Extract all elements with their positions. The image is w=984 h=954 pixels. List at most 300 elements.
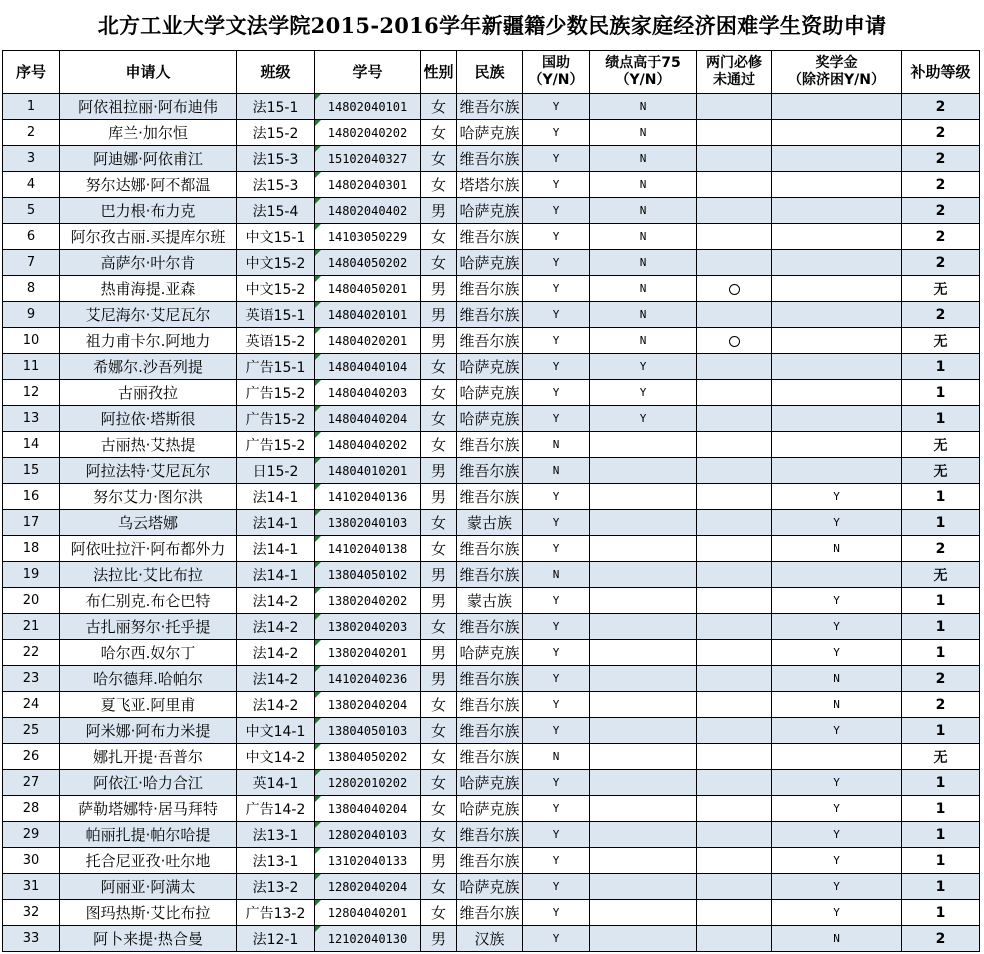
cell-scholarship[interactable]: Y [772,874,902,900]
cell-class[interactable]: 广告13-2 [237,900,315,926]
cell-student-id[interactable]: 14802040202 [315,120,421,146]
cell-ethnic[interactable]: 哈萨克族 [457,796,523,822]
cell-name[interactable]: 阿卜来提·热合曼 [60,926,237,952]
cell-no[interactable]: 11 [3,354,60,380]
cell-national-aid[interactable]: Y [523,146,590,172]
cell-failed-required[interactable] [697,874,772,900]
cell-student-id[interactable]: 12802040204 [315,874,421,900]
cell-class[interactable]: 法14-1 [237,536,315,562]
cell-no[interactable]: 20 [3,588,60,614]
cell-national-aid[interactable]: Y [523,718,590,744]
cell-gpa-above-75[interactable] [590,900,697,926]
cell-national-aid[interactable]: Y [523,302,590,328]
cell-class[interactable]: 中文15-2 [237,250,315,276]
cell-name[interactable]: 巴力根·布力克 [60,198,237,224]
cell-failed-required[interactable] [697,302,772,328]
cell-name[interactable]: 萨勒塔娜特·居马拜特 [60,796,237,822]
cell-class[interactable]: 中文15-2 [237,276,315,302]
cell-no[interactable]: 17 [3,510,60,536]
cell-aid-level[interactable]: 无 [902,744,980,770]
cell-class[interactable]: 法14-2 [237,640,315,666]
cell-scholarship[interactable] [772,120,902,146]
cell-gpa-above-75[interactable] [590,484,697,510]
cell-aid-level[interactable]: 无 [902,458,980,484]
cell-aid-level[interactable]: 1 [902,796,980,822]
cell-student-id[interactable]: 13804050202 [315,744,421,770]
cell-sex[interactable]: 女 [421,406,457,432]
cell-gpa-above-75[interactable]: N [590,120,697,146]
cell-aid-level[interactable]: 2 [902,692,980,718]
cell-no[interactable]: 4 [3,172,60,198]
cell-no[interactable]: 33 [3,926,60,952]
cell-national-aid[interactable]: Y [523,874,590,900]
cell-ethnic[interactable]: 维吾尔族 [457,328,523,354]
cell-gpa-above-75[interactable]: Y [590,354,697,380]
cell-scholarship[interactable]: Y [772,718,902,744]
cell-student-id[interactable]: 12802010202 [315,770,421,796]
cell-name[interactable]: 阿丽亚·阿满太 [60,874,237,900]
cell-scholarship[interactable]: Y [772,848,902,874]
cell-sex[interactable]: 男 [421,276,457,302]
cell-national-aid[interactable]: Y [523,328,590,354]
cell-name[interactable]: 夏飞亚.阿里甫 [60,692,237,718]
cell-aid-level[interactable]: 2 [902,198,980,224]
cell-class[interactable]: 法14-2 [237,692,315,718]
cell-sex[interactable]: 女 [421,770,457,796]
cell-name[interactable]: 古丽孜拉 [60,380,237,406]
cell-ethnic[interactable]: 维吾尔族 [457,614,523,640]
header-gpa[interactable] [590,51,697,94]
cell-aid-level[interactable]: 1 [902,380,980,406]
cell-class[interactable]: 广告15-2 [237,432,315,458]
cell-scholarship[interactable]: N [772,692,902,718]
cell-gpa-above-75[interactable] [590,874,697,900]
cell-gpa-above-75[interactable] [590,770,697,796]
cell-student-id[interactable]: 14804040104 [315,354,421,380]
cell-student-id[interactable]: 13804050103 [315,718,421,744]
cell-class[interactable]: 英语15-2 [237,328,315,354]
cell-student-id[interactable]: 14102040138 [315,536,421,562]
cell-failed-required[interactable] [697,770,772,796]
cell-scholarship[interactable] [772,146,902,172]
cell-sex[interactable]: 女 [421,354,457,380]
cell-class[interactable]: 广告15-2 [237,380,315,406]
cell-student-id[interactable]: 14802040101 [315,94,421,120]
cell-gpa-above-75[interactable] [590,796,697,822]
cell-gpa-above-75[interactable] [590,562,697,588]
cell-sex[interactable]: 女 [421,510,457,536]
cell-scholarship[interactable]: N [772,536,902,562]
cell-student-id[interactable]: 14804040202 [315,432,421,458]
cell-class[interactable]: 中文14-2 [237,744,315,770]
cell-student-id[interactable]: 13802040202 [315,588,421,614]
cell-failed-required[interactable] [697,562,772,588]
cell-ethnic[interactable]: 维吾尔族 [457,900,523,926]
cell-no[interactable]: 14 [3,432,60,458]
cell-scholarship[interactable]: Y [772,588,902,614]
cell-student-id[interactable]: 15102040327 [315,146,421,172]
cell-ethnic[interactable]: 维吾尔族 [457,822,523,848]
cell-failed-required[interactable] [697,484,772,510]
cell-class[interactable]: 法13-1 [237,848,315,874]
cell-failed-required[interactable] [697,822,772,848]
cell-no[interactable]: 18 [3,536,60,562]
cell-aid-level[interactable]: 1 [902,822,980,848]
cell-failed-required[interactable] [697,900,772,926]
cell-aid-level[interactable]: 2 [902,250,980,276]
cell-sex[interactable]: 男 [421,302,457,328]
cell-national-aid[interactable]: Y [523,926,590,952]
cell-aid-level[interactable]: 2 [902,146,980,172]
cell-scholarship[interactable] [772,562,902,588]
cell-aid-level[interactable]: 2 [902,120,980,146]
cell-no[interactable]: 30 [3,848,60,874]
cell-ethnic[interactable]: 哈萨克族 [457,120,523,146]
cell-ethnic[interactable]: 哈萨克族 [457,380,523,406]
cell-ethnic[interactable]: 塔塔尔族 [457,172,523,198]
cell-scholarship[interactable]: Y [772,822,902,848]
cell-gpa-above-75[interactable]: N [590,276,697,302]
cell-no[interactable]: 22 [3,640,60,666]
cell-student-id[interactable]: 14103050229 [315,224,421,250]
cell-gpa-above-75[interactable] [590,640,697,666]
cell-sex[interactable]: 男 [421,588,457,614]
cell-national-aid[interactable]: Y [523,770,590,796]
header-scholar[interactable] [772,51,902,94]
cell-national-aid[interactable]: Y [523,276,590,302]
cell-national-aid[interactable]: Y [523,380,590,406]
cell-no[interactable]: 31 [3,874,60,900]
cell-national-aid[interactable]: Y [523,692,590,718]
cell-class[interactable]: 广告15-1 [237,354,315,380]
cell-class[interactable]: 日15-2 [237,458,315,484]
cell-no[interactable]: 3 [3,146,60,172]
cell-student-id[interactable]: 13102040133 [315,848,421,874]
cell-aid-level[interactable]: 1 [902,640,980,666]
cell-no[interactable]: 15 [3,458,60,484]
cell-failed-required[interactable] [697,640,772,666]
cell-no[interactable]: 13 [3,406,60,432]
cell-name[interactable]: 阿拉依·塔斯很 [60,406,237,432]
cell-scholarship[interactable]: Y [772,484,902,510]
cell-name[interactable]: 帕丽扎提·帕尔哈提 [60,822,237,848]
cell-class[interactable]: 法13-1 [237,822,315,848]
cell-class[interactable]: 法14-1 [237,562,315,588]
cell-national-aid[interactable]: Y [523,848,590,874]
cell-class[interactable]: 法15-3 [237,172,315,198]
cell-ethnic[interactable]: 维吾尔族 [457,94,523,120]
cell-failed-required[interactable] [697,848,772,874]
cell-student-id[interactable]: 13802040103 [315,510,421,536]
cell-failed-required[interactable] [697,744,772,770]
cell-aid-level[interactable]: 2 [902,666,980,692]
cell-ethnic[interactable]: 维吾尔族 [457,432,523,458]
cell-national-aid[interactable]: Y [523,94,590,120]
cell-name[interactable]: 图玛热斯·艾比布拉 [60,900,237,926]
cell-scholarship[interactable] [772,302,902,328]
cell-sex[interactable]: 女 [421,250,457,276]
cell-student-id[interactable]: 14802040402 [315,198,421,224]
cell-national-aid[interactable]: Y [523,536,590,562]
cell-scholarship[interactable] [772,744,902,770]
cell-scholarship[interactable] [772,276,902,302]
cell-aid-level[interactable]: 1 [902,484,980,510]
cell-ethnic[interactable]: 哈萨克族 [457,406,523,432]
cell-scholarship[interactable] [772,380,902,406]
cell-class[interactable]: 法15-1 [237,94,315,120]
cell-class[interactable]: 法14-2 [237,666,315,692]
cell-name[interactable]: 努尔艾力·图尔洪 [60,484,237,510]
cell-national-aid[interactable]: Y [523,822,590,848]
cell-no[interactable]: 24 [3,692,60,718]
cell-class[interactable]: 中文15-1 [237,224,315,250]
cell-sex[interactable]: 女 [421,744,457,770]
cell-scholarship[interactable]: Y [772,796,902,822]
cell-sex[interactable]: 女 [421,536,457,562]
cell-failed-required[interactable] [697,224,772,250]
cell-name[interactable]: 乌云塔娜 [60,510,237,536]
cell-no[interactable]: 2 [3,120,60,146]
cell-sex[interactable]: 女 [421,822,457,848]
cell-name[interactable]: 娜扎开提·吾普尔 [60,744,237,770]
cell-ethnic[interactable]: 哈萨克族 [457,354,523,380]
cell-aid-level[interactable]: 1 [902,874,980,900]
cell-no[interactable]: 10 [3,328,60,354]
cell-name[interactable]: 热甫海提.亚森 [60,276,237,302]
cell-national-aid[interactable]: Y [523,900,590,926]
cell-no[interactable]: 7 [3,250,60,276]
cell-student-id[interactable]: 14804040203 [315,380,421,406]
cell-gpa-above-75[interactable] [590,926,697,952]
cell-failed-required[interactable] [697,458,772,484]
cell-student-id[interactable]: 14804020101 [315,302,421,328]
cell-ethnic[interactable]: 蒙古族 [457,510,523,536]
cell-gpa-above-75[interactable] [590,614,697,640]
header-name[interactable]: 申请人 [60,51,237,94]
header-class[interactable]: 班级 [237,51,315,94]
cell-scholarship[interactable] [772,224,902,250]
cell-failed-required[interactable] [697,432,772,458]
cell-no[interactable]: 5 [3,198,60,224]
cell-name[interactable]: 祖力甫卡尔.阿地力 [60,328,237,354]
cell-aid-level[interactable]: 2 [902,94,980,120]
cell-failed-required[interactable] [697,354,772,380]
cell-aid-level[interactable]: 2 [902,302,980,328]
cell-class[interactable]: 英14-1 [237,770,315,796]
cell-class[interactable]: 法14-2 [237,614,315,640]
cell-gpa-above-75[interactable]: N [590,250,697,276]
cell-ethnic[interactable]: 哈萨克族 [457,770,523,796]
cell-scholarship[interactable]: Y [772,770,902,796]
cell-national-aid[interactable]: Y [523,406,590,432]
cell-student-id[interactable]: 14804050201 [315,276,421,302]
cell-student-id[interactable]: 14102040236 [315,666,421,692]
cell-gpa-above-75[interactable] [590,848,697,874]
cell-sex[interactable]: 女 [421,432,457,458]
cell-no[interactable]: 8 [3,276,60,302]
cell-gpa-above-75[interactable] [590,536,697,562]
cell-scholarship[interactable] [772,172,902,198]
cell-gpa-above-75[interactable]: N [590,224,697,250]
cell-gpa-above-75[interactable] [590,744,697,770]
cell-no[interactable]: 9 [3,302,60,328]
cell-ethnic[interactable]: 维吾尔族 [457,458,523,484]
cell-national-aid[interactable]: Y [523,484,590,510]
cell-gpa-above-75[interactable] [590,822,697,848]
cell-national-aid[interactable]: Y [523,250,590,276]
cell-student-id[interactable]: 13804050102 [315,562,421,588]
cell-student-id[interactable]: 14804020201 [315,328,421,354]
cell-class[interactable]: 法15-3 [237,146,315,172]
cell-sex[interactable]: 男 [421,484,457,510]
header-aid[interactable] [523,51,590,94]
cell-gpa-above-75[interactable]: N [590,198,697,224]
cell-aid-level[interactable]: 1 [902,614,980,640]
cell-no[interactable]: 29 [3,822,60,848]
cell-aid-level[interactable]: 2 [902,536,980,562]
cell-name[interactable]: 希娜尔.沙吾列提 [60,354,237,380]
cell-ethnic[interactable]: 哈萨克族 [457,874,523,900]
cell-class[interactable]: 广告15-2 [237,406,315,432]
cell-national-aid[interactable]: Y [523,224,590,250]
cell-failed-required[interactable] [697,510,772,536]
cell-failed-required[interactable] [697,926,772,952]
cell-national-aid[interactable]: Y [523,354,590,380]
cell-class[interactable]: 法13-2 [237,874,315,900]
cell-sex[interactable]: 女 [421,900,457,926]
cell-national-aid[interactable]: Y [523,172,590,198]
cell-failed-required[interactable] [697,328,772,354]
cell-failed-required[interactable] [697,666,772,692]
cell-sex[interactable]: 男 [421,926,457,952]
cell-sex[interactable]: 男 [421,198,457,224]
cell-failed-required[interactable] [697,380,772,406]
cell-name[interactable]: 托合尼亚孜·吐尔地 [60,848,237,874]
cell-national-aid[interactable]: Y [523,614,590,640]
cell-name[interactable]: 阿依祖拉丽·阿布迪伟 [60,94,237,120]
cell-ethnic[interactable]: 维吾尔族 [457,666,523,692]
cell-ethnic[interactable]: 蒙古族 [457,588,523,614]
cell-ethnic[interactable]: 维吾尔族 [457,484,523,510]
cell-gpa-above-75[interactable]: Y [590,406,697,432]
cell-sex[interactable]: 女 [421,718,457,744]
cell-aid-level[interactable]: 2 [902,172,980,198]
cell-class[interactable]: 法14-1 [237,510,315,536]
cell-gpa-above-75[interactable]: N [590,146,697,172]
cell-class[interactable]: 法15-4 [237,198,315,224]
cell-failed-required[interactable] [697,692,772,718]
cell-aid-level[interactable]: 无 [902,432,980,458]
cell-gpa-above-75[interactable] [590,718,697,744]
cell-sex[interactable]: 女 [421,614,457,640]
cell-aid-level[interactable]: 1 [902,900,980,926]
cell-national-aid[interactable]: Y [523,666,590,692]
cell-name[interactable]: 艾尼海尔·艾尼瓦尔 [60,302,237,328]
cell-sex[interactable]: 女 [421,224,457,250]
cell-name[interactable]: 努尔达娜·阿不都温 [60,172,237,198]
cell-name[interactable]: 哈尔德拜.哈帕尔 [60,666,237,692]
cell-class[interactable]: 法14-1 [237,484,315,510]
cell-gpa-above-75[interactable]: N [590,172,697,198]
cell-scholarship[interactable] [772,432,902,458]
cell-aid-level[interactable]: 无 [902,562,980,588]
cell-ethnic[interactable]: 维吾尔族 [457,692,523,718]
cell-name[interactable]: 阿尔孜古丽.买提库尔班 [60,224,237,250]
cell-name[interactable]: 阿迪娜·阿依甫江 [60,146,237,172]
cell-student-id[interactable]: 14804050202 [315,250,421,276]
cell-aid-level[interactable]: 1 [902,848,980,874]
cell-no[interactable]: 16 [3,484,60,510]
cell-ethnic[interactable]: 哈萨克族 [457,250,523,276]
cell-name[interactable]: 古丽热·艾热提 [60,432,237,458]
cell-class[interactable]: 法12-1 [237,926,315,952]
cell-ethnic[interactable]: 维吾尔族 [457,744,523,770]
cell-national-aid[interactable]: Y [523,796,590,822]
cell-no[interactable]: 23 [3,666,60,692]
cell-failed-required[interactable] [697,796,772,822]
cell-class[interactable]: 法14-2 [237,588,315,614]
cell-aid-level[interactable]: 2 [902,926,980,952]
cell-name[interactable]: 布仁别克.布仑巴特 [60,588,237,614]
cell-name[interactable]: 阿米娜·阿布力米提 [60,718,237,744]
cell-student-id[interactable]: 13802040203 [315,614,421,640]
cell-national-aid[interactable]: Y [523,640,590,666]
cell-sex[interactable]: 男 [421,458,457,484]
cell-student-id[interactable]: 13802040201 [315,640,421,666]
cell-student-id[interactable]: 14802040301 [315,172,421,198]
cell-scholarship[interactable]: N [772,666,902,692]
cell-sex[interactable]: 女 [421,172,457,198]
cell-no[interactable]: 25 [3,718,60,744]
cell-failed-required[interactable] [697,198,772,224]
cell-national-aid[interactable]: Y [523,510,590,536]
cell-sex[interactable]: 男 [421,848,457,874]
cell-scholarship[interactable] [772,250,902,276]
cell-scholarship[interactable] [772,94,902,120]
header-sid[interactable]: 学号 [315,51,421,94]
cell-failed-required[interactable] [697,276,772,302]
cell-national-aid[interactable]: N [523,458,590,484]
cell-aid-level[interactable]: 1 [902,510,980,536]
header-level[interactable]: 补助等级 [902,51,980,94]
cell-no[interactable]: 32 [3,900,60,926]
cell-no[interactable]: 28 [3,796,60,822]
cell-ethnic[interactable]: 汉族 [457,926,523,952]
cell-national-aid[interactable]: Y [523,120,590,146]
cell-gpa-above-75[interactable] [590,510,697,536]
cell-failed-required[interactable] [697,120,772,146]
cell-aid-level[interactable]: 1 [902,718,980,744]
cell-sex[interactable]: 男 [421,640,457,666]
cell-scholarship[interactable]: Y [772,614,902,640]
cell-gpa-above-75[interactable] [590,432,697,458]
cell-national-aid[interactable]: N [523,562,590,588]
cell-aid-level[interactable]: 无 [902,328,980,354]
cell-class[interactable]: 法15-2 [237,120,315,146]
cell-class[interactable]: 英语15-1 [237,302,315,328]
cell-student-id[interactable]: 13802040204 [315,692,421,718]
cell-name[interactable]: 阿拉法特·艾尼瓦尔 [60,458,237,484]
cell-no[interactable]: 27 [3,770,60,796]
cell-gpa-above-75[interactable]: N [590,328,697,354]
cell-failed-required[interactable] [697,614,772,640]
cell-no[interactable]: 1 [3,94,60,120]
header-sex[interactable]: 性别 [421,51,457,94]
cell-ethnic[interactable]: 维吾尔族 [457,536,523,562]
cell-student-id[interactable]: 14804040204 [315,406,421,432]
cell-scholarship[interactable] [772,458,902,484]
cell-aid-level[interactable]: 无 [902,276,980,302]
